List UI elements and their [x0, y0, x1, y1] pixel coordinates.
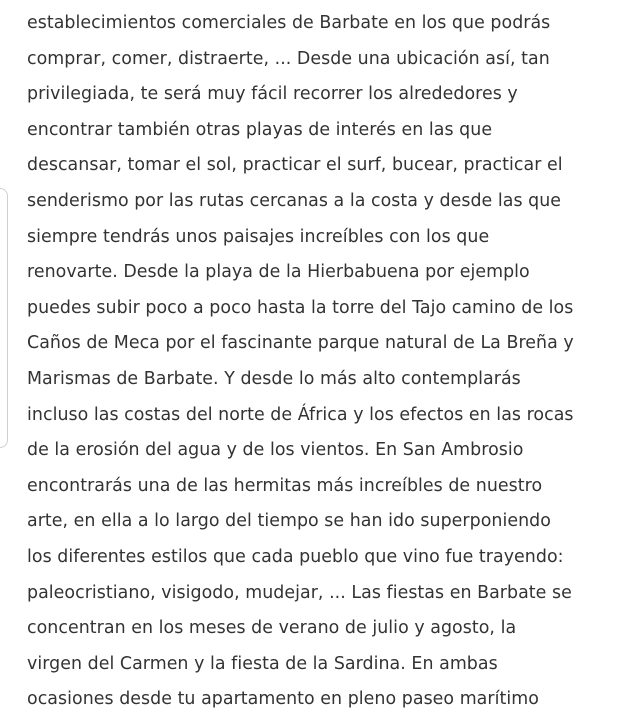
- text-line: encontrar también otras playas de interés en las que: [27, 119, 493, 140]
- text-line: paleocristiano, visigodo, mudejar, ... Las fiestas en Barbate se: [27, 582, 572, 603]
- text-line: siempre tendrás unos paisajes increíbles con los que: [27, 226, 490, 247]
- text-line: virgen del Carmen y la fiesta de la Sardina. En ambas: [27, 653, 498, 674]
- text-line: Caños de Meca por el fascinante parque natural de La Breña y: [27, 333, 574, 354]
- text-line: renovarte. Desde la playa de la Hierbabuena por ejemplo: [27, 262, 530, 283]
- text-line: Marismas de Barbate. Y desde lo más alto contemplarás: [27, 368, 521, 389]
- text-line: los diferentes estilos que cada pueblo que vino fue trayendo:: [27, 546, 564, 567]
- text-line: concentran en los meses de verano de julio y agosto, la: [27, 618, 517, 639]
- text-line: comprar, comer, distraerte, ... Desde una ubicación así, tan: [27, 48, 550, 69]
- text-line: descansar, tomar el sol, practicar el surf, bucear, practicar el: [27, 155, 563, 176]
- text-line: establecimientos comerciales de Barbate en los que podrás: [27, 13, 551, 33]
- text-line: puedes subir poco a poco hasta la torre del Tajo camino de los: [27, 297, 574, 318]
- text-line: de la erosión del agua y de los vientos. En San Ambrosio: [27, 440, 524, 461]
- text-line: ocasiones desde tu apartamento en pleno paseo marítimo: [27, 689, 539, 710]
- side-panel-tab[interactable]: [0, 188, 8, 448]
- text-line: senderismo por las rutas cercanas a la costa y desde las que: [27, 190, 562, 211]
- text-line: encontrarás una de las hermitas más increíbles de nuestro: [27, 475, 543, 496]
- text-line: incluso las costas del norte de África y los efectos en las rocas: [27, 404, 574, 425]
- text-line: arte, en ella a lo largo del tiempo se han ido superponiendo: [27, 511, 551, 532]
- text-line: privilegiada, te será muy fácil recorrer los alrededores y: [27, 84, 518, 105]
- article-text: [27, 6, 627, 718]
